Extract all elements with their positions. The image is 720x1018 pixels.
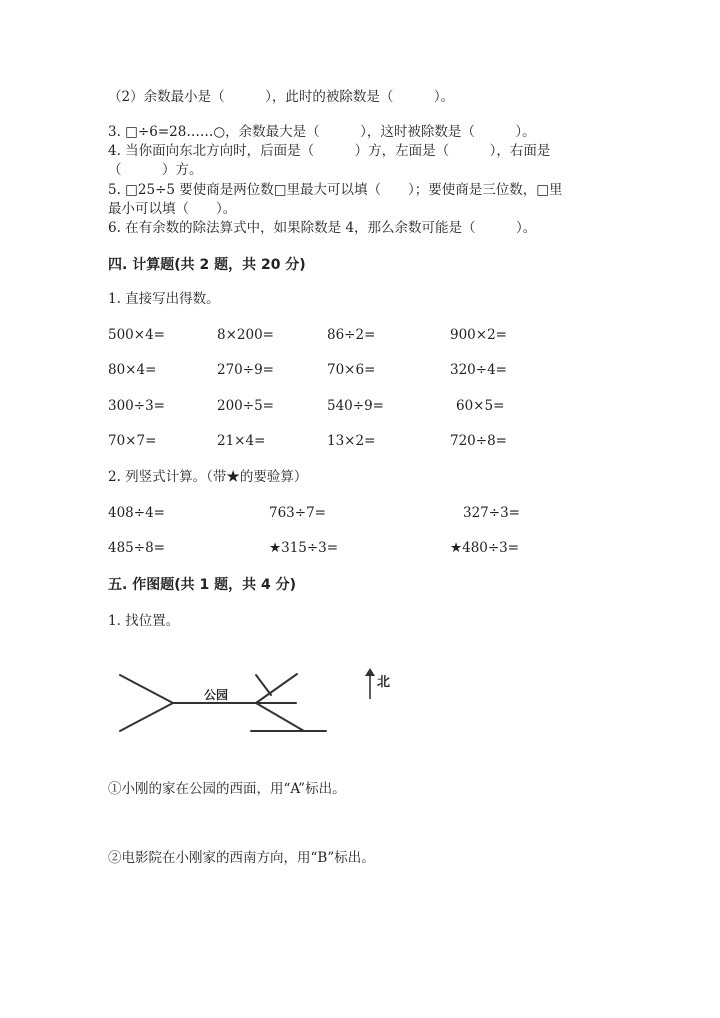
fill-q5-line1: 5. □25÷5 要使商是两位数□里最大可以填（ ）；要使商是三位数，□里	[108, 182, 563, 198]
oral-item: 300÷3=	[108, 398, 165, 414]
oral-item: 80×4=	[108, 362, 157, 378]
vertical-calc-item: 485÷8=	[108, 540, 165, 556]
oral-item: 13×2=	[327, 433, 376, 449]
fill-q3: 3. □÷6=28……○，余数最大是（ ），这时被除数是（ ）。	[108, 124, 536, 140]
vertical-calc-item: 763÷7=	[269, 505, 326, 521]
section4-q1-title: 1. 直接写出得数。	[108, 291, 220, 307]
fill-q4-line1: 4. 当你面向东北方向时，后面是（ ）方，左面是（ ），右面是	[108, 143, 551, 159]
section4-title: 四. 计算题(共 2 题，共 20 分)	[108, 257, 306, 273]
oral-item: 900×2=	[450, 327, 507, 343]
section5-q1-title: 1. 找位置。	[108, 613, 180, 629]
fill-q2-sub2: （2）余数最小是（ ），此时的被除数是（ ）。	[108, 89, 455, 105]
road-west-lower	[120, 703, 173, 731]
north-label: 北	[377, 675, 391, 690]
section5-sub2: ②电影院在小刚家的西南方向，用“B”标出。	[108, 850, 375, 866]
fill-q6: 6. 在有余数的除法算式中，如果除数是 4，那么余数可能是（ ）。	[108, 220, 537, 236]
oral-item: 200÷5=	[217, 398, 274, 414]
oral-item: 8×200=	[217, 327, 274, 343]
oral-item: 70×7=	[108, 433, 157, 449]
oral-item: 540÷9=	[327, 398, 384, 414]
vertical-calc-item: ★315÷3=	[269, 540, 339, 556]
park-label: 公园	[203, 688, 229, 702]
road-map-diagram	[108, 655, 408, 745]
oral-item: 86÷2=	[327, 327, 376, 343]
north-arrow-head-icon	[365, 668, 375, 676]
vertical-calc-item: 408÷4=	[108, 505, 165, 521]
oral-item: 500×4=	[108, 327, 165, 343]
vertical-calc-item: 327÷3=	[463, 505, 520, 521]
road-west-upper	[120, 675, 173, 703]
road-east-lower	[256, 703, 304, 731]
oral-item: 320÷4=	[450, 362, 507, 378]
vertical-calc-item: ★480÷3=	[450, 540, 520, 556]
road-east-upper	[256, 674, 297, 703]
fill-q4-line2: （ ）方。	[108, 162, 203, 178]
oral-item: 270÷9=	[217, 362, 274, 378]
fill-q5-line2: 最小可以填（ ）。	[108, 201, 237, 217]
section5-sub1: ①小刚的家在公园的西面，用“A”标出。	[108, 781, 346, 797]
oral-item: 21×4=	[217, 433, 266, 449]
section4-q2-title: 2. 列竖式计算。（带★的要验算）	[108, 469, 308, 485]
oral-item: 720÷8=	[450, 433, 507, 449]
oral-item: 70×6=	[327, 362, 376, 378]
oral-item: 60×5=	[456, 398, 505, 414]
road-east-fork	[256, 675, 271, 695]
section5-title: 五. 作图题(共 1 题，共 4 分)	[108, 577, 296, 593]
